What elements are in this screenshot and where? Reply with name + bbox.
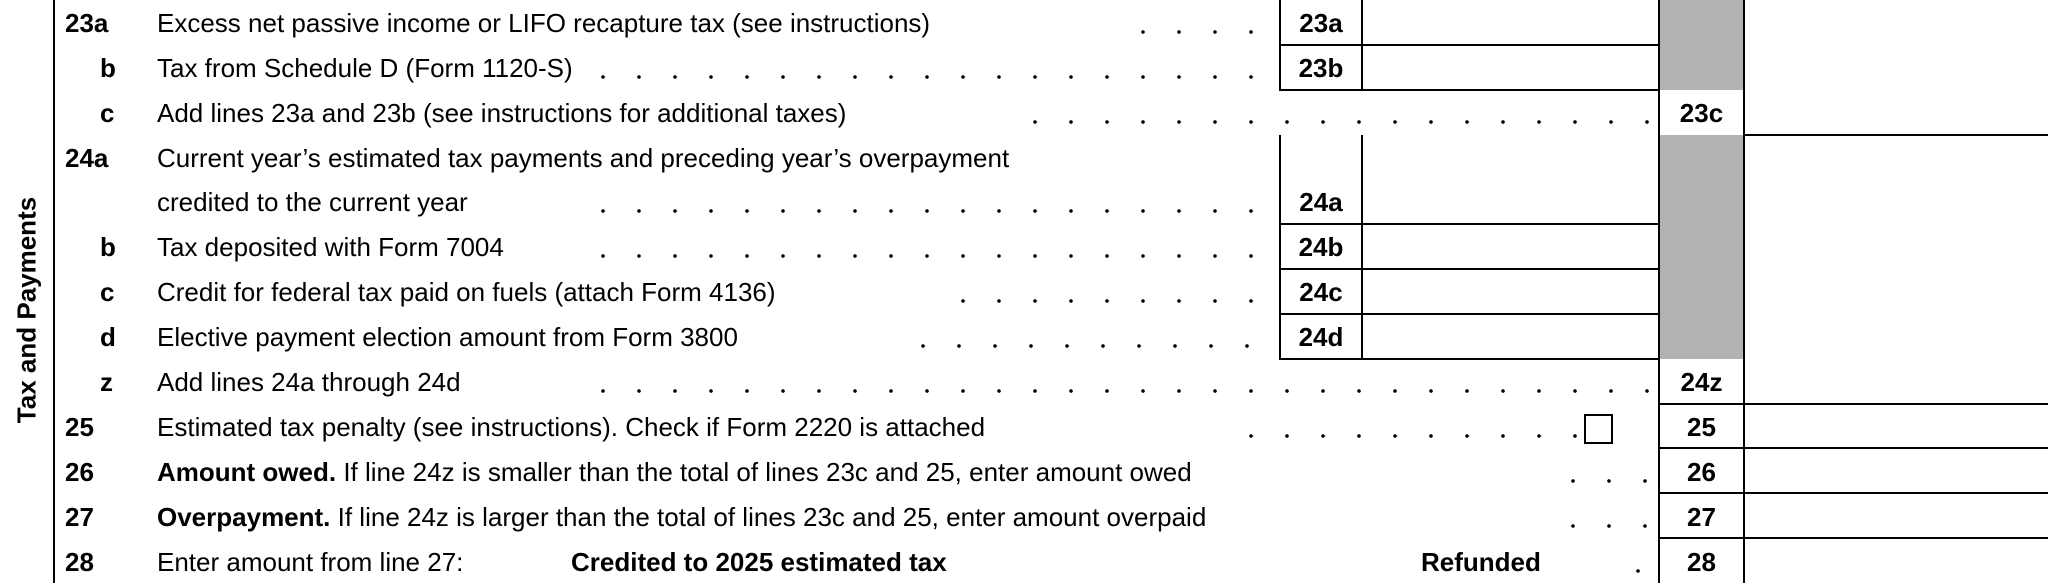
line-text: Current year’s estimated tax payments and preceding year’s overpayment xyxy=(157,143,1010,173)
line-number: b xyxy=(100,232,116,262)
line-text: Excess net passive income or LIFO recapture tax (see instructions) xyxy=(157,8,931,38)
leader-dots xyxy=(1620,569,1656,573)
box-label: 27 xyxy=(1687,502,1716,532)
line-text: Estimated tax penalty (see instructions). Check if Form 2220 is attached xyxy=(157,412,986,442)
box-label: 23a xyxy=(1299,8,1343,38)
input-25[interactable] xyxy=(1745,405,2048,447)
line-number: 28 xyxy=(65,547,94,577)
line-text: Add lines 24a through 24d xyxy=(157,367,461,397)
line-number: d xyxy=(100,322,116,352)
line-text: Credit for federal tax paid on fuels (attach Form 4136) xyxy=(157,277,776,307)
input-23a[interactable] xyxy=(1363,0,1658,44)
line-text xyxy=(157,457,1192,488)
box-label: 25 xyxy=(1687,412,1716,442)
shaded-cell xyxy=(1659,135,1744,359)
box-label: 24c xyxy=(1299,277,1343,307)
leader-dots xyxy=(585,254,1275,258)
credited-label: Credited to 2025 estimated tax xyxy=(571,547,947,577)
input-23b[interactable] xyxy=(1363,46,1658,89)
line-number: c xyxy=(100,277,115,307)
leader-dots xyxy=(1125,30,1275,34)
leader-dots xyxy=(905,344,1275,348)
leader-dots xyxy=(1555,479,1655,483)
box-label: 28 xyxy=(1687,547,1716,577)
refunded-label: Refunded xyxy=(1421,547,1541,577)
input-24c[interactable] xyxy=(1363,270,1658,313)
line-number: z xyxy=(100,367,113,397)
line-text: Elective payment election amount from Form 3800 xyxy=(157,322,738,352)
divider xyxy=(1279,89,1659,91)
input-24a[interactable] xyxy=(1363,135,1658,223)
overpayment-label: Overpayment. xyxy=(157,502,331,532)
input-24d[interactable] xyxy=(1363,315,1658,358)
input-27[interactable] xyxy=(1745,494,2048,537)
line-text-rest: If line 24z is smaller than the total of lines 23c and 25, enter amount owed xyxy=(336,457,1192,487)
box-label: 24b xyxy=(1298,232,1344,262)
line-text: Enter amount from line 27: xyxy=(157,547,464,577)
box-label: 24z xyxy=(1680,367,1723,397)
line-text-continued: credited to the current year xyxy=(157,187,468,217)
line-text: Tax from Schedule D (Form 1120-S) xyxy=(157,53,573,83)
line-number: 27 xyxy=(65,502,94,532)
leader-dots xyxy=(585,209,1275,213)
line-number: 23a xyxy=(65,8,109,38)
box-label: 23b xyxy=(1298,53,1344,83)
line-text: Tax deposited with Form 7004 xyxy=(157,232,504,262)
line-number: b xyxy=(100,53,116,83)
leader-dots xyxy=(585,389,1655,393)
divider xyxy=(1658,0,1660,583)
input-24b[interactable] xyxy=(1363,225,1658,268)
input-26[interactable] xyxy=(1745,449,2048,492)
shaded-cell xyxy=(1659,0,1744,90)
line-text xyxy=(157,502,1206,533)
leader-dots xyxy=(945,299,1275,303)
section-sidebar xyxy=(0,0,55,583)
line-number: c xyxy=(100,98,115,128)
box-label: 24a xyxy=(1299,187,1343,217)
divider xyxy=(1744,134,2048,136)
line-number: 26 xyxy=(65,457,94,487)
box-label: 24d xyxy=(1298,322,1344,352)
input-24z[interactable] xyxy=(1745,360,2048,403)
box-label: 23c xyxy=(1679,98,1724,128)
line-number: 24a xyxy=(65,143,109,173)
line-text: Add lines 23a and 23b (see instructions for additional taxes) xyxy=(157,98,847,128)
leader-dots xyxy=(1017,120,1657,124)
input-28[interactable] xyxy=(1745,539,2048,583)
amount-owed-label: Amount owed. xyxy=(157,457,337,487)
form-2220-checkbox[interactable] xyxy=(1584,414,1613,444)
box-label: 26 xyxy=(1687,457,1716,487)
divider xyxy=(1279,358,1659,360)
section-title: Tax and Payments xyxy=(11,196,42,424)
input-23c[interactable] xyxy=(1745,90,2048,134)
leader-dots xyxy=(1233,434,1593,438)
leader-dots xyxy=(585,75,1275,79)
leader-dots xyxy=(1555,524,1655,528)
line-text-rest: If line 24z is larger than the total of lines 23c and 25, enter amount overpaid xyxy=(330,502,1207,532)
line-number: 25 xyxy=(65,412,94,442)
